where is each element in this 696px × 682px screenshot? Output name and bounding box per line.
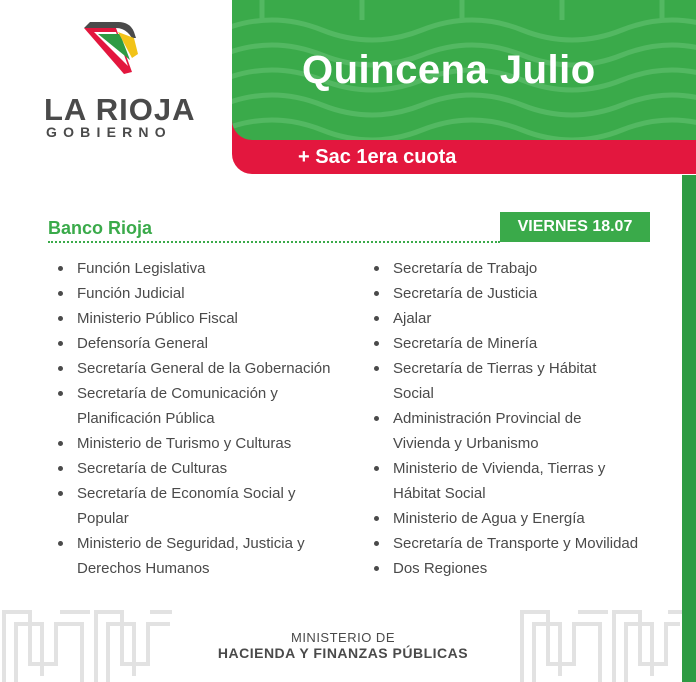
list-item-continuation: Popular bbox=[77, 510, 129, 527]
dotted-divider bbox=[48, 241, 500, 243]
list-item: Ajalar bbox=[372, 306, 672, 331]
list-item-continuation: Social bbox=[393, 385, 434, 402]
list-item: Secretaría de Transporte y Movilidad bbox=[372, 531, 672, 556]
ministry-line-2: HACIENDA Y FINANZAS PÚBLICAS bbox=[217, 645, 469, 661]
list-item: Ministerio de Turismo y Culturas bbox=[56, 431, 356, 456]
list-item-continuation: Planificación Pública bbox=[77, 410, 215, 427]
list-item: Secretaría General de la Gobernación bbox=[56, 356, 356, 381]
list-item-continuation: Derechos Humanos bbox=[77, 560, 210, 577]
list-item: Secretaría de Culturas bbox=[56, 456, 356, 481]
logo-subtitle: GOBIERNO bbox=[46, 124, 172, 140]
la-rioja-logo-icon bbox=[80, 14, 146, 80]
page-subtitle: + Sac 1era cuota bbox=[298, 146, 457, 168]
list-item: Ministerio de Vivienda, Tierras y bbox=[372, 456, 672, 481]
list-item: Secretaría de Tierras y Hábitat bbox=[372, 356, 672, 381]
list-item: Función Judicial bbox=[56, 281, 356, 306]
list-item: Secretaría de Minería bbox=[372, 331, 672, 356]
date-badge: VIERNES 18.07 bbox=[500, 212, 650, 242]
list-item: Secretaría de Trabajo bbox=[372, 256, 672, 281]
bank-label: Banco Rioja bbox=[48, 218, 153, 238]
left-entity-list bbox=[56, 256, 356, 581]
list-item: Ministerio de Agua y Energía bbox=[372, 506, 672, 531]
ministry-line-1: MINISTERIO DE bbox=[290, 630, 395, 645]
list-item: Ministerio Público Fiscal bbox=[56, 306, 356, 331]
page-title: Quincena Julio bbox=[302, 48, 596, 92]
right-green-stripe bbox=[682, 175, 696, 682]
list-item: Función Legislativa bbox=[56, 256, 356, 281]
list-item: Secretaría de Economía Social y bbox=[56, 481, 356, 506]
list-item: Secretaría de Comunicación y bbox=[56, 381, 356, 406]
list-item: Secretaría de Justicia bbox=[372, 281, 672, 306]
logo-name: LA RIOJA bbox=[44, 92, 196, 127]
list-item-continuation: Vivienda y Urbanismo bbox=[393, 435, 539, 452]
list-item: Defensoría General bbox=[56, 331, 356, 356]
list-item: Administración Provincial de bbox=[372, 406, 672, 431]
list-item-continuation: Hábitat Social bbox=[393, 485, 486, 502]
right-entity-list bbox=[372, 256, 672, 581]
list-item: Ministerio de Seguridad, Justicia y bbox=[56, 531, 356, 556]
list-item: Dos Regiones bbox=[372, 556, 672, 581]
